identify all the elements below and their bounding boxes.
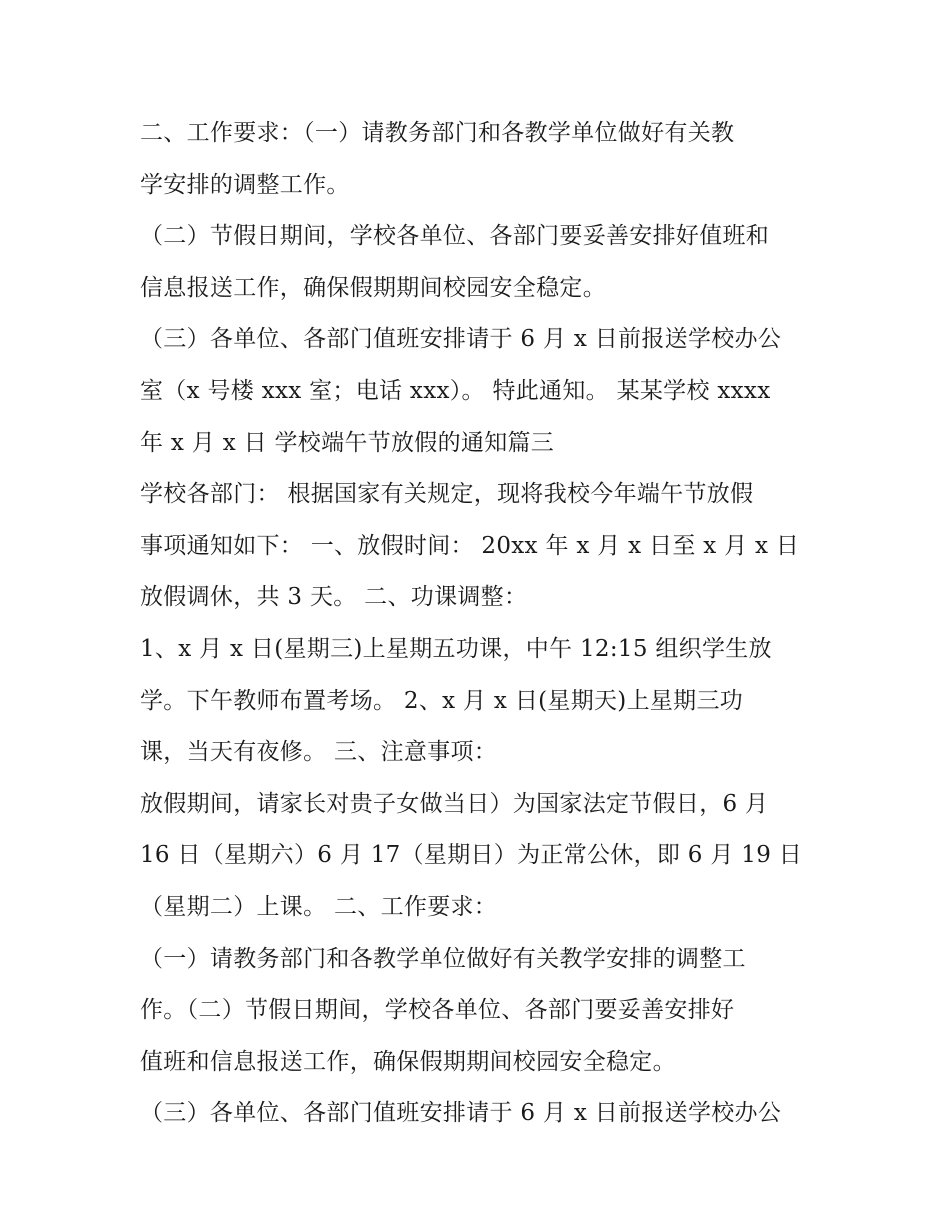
text-line-14: 放假期间，请家长对贵子女做当日）为国家法定节假日，6 月 bbox=[140, 790, 769, 817]
text-line-1: 二、工作要求：（一）请教务部门和各教学单位做好有关教 bbox=[140, 120, 735, 146]
text-line-11: 1、x 月 x 日(星期三)上星期五功课，中午 12:15 组织学生放 bbox=[140, 635, 772, 662]
text-line-16: （星期二）上课。 二、工作要求： bbox=[140, 893, 498, 920]
text-line-6: 室（x 号楼 xxx 室；电话 xxx）。 特此通知。 某某学校 xxxx bbox=[140, 377, 771, 404]
document-body bbox=[140, 108, 830, 1140]
text-line-18: 作。（二）节假日期间，学校各单位、各部门要妥善安排好 bbox=[140, 997, 735, 1024]
text-line-13: 课，当天有夜修。 三、注意事项： bbox=[140, 739, 498, 766]
text-line-4: 信息报送工作，确保假期期间校园安全稳定。 bbox=[140, 274, 606, 301]
text-line-10: 放假调休，共 3 天。 二、功课调整： bbox=[140, 584, 528, 611]
text-line-3: （二）节假日期间，学校各单位、各部门要妥善安排好值班和 bbox=[140, 223, 770, 250]
text-line-5: （三）各单位、各部门值班安排请于 6 月 x 日前报送学校办公 bbox=[140, 326, 782, 353]
text-line-7: 年 x 月 x 日 学校端午节放假的通知篇三 bbox=[140, 429, 555, 456]
text-line-15: 16 日（星期六）6 月 17（星期日）为正常公休，即 6 月 19 日 bbox=[140, 842, 803, 869]
text-line-9: 事项通知如下： 一、放假时间： 20xx 年 x 月 x 日至 x 月 x 日 bbox=[140, 532, 800, 559]
text-line-8: 学校各部门： 根据国家有关规定，现将我校今年端午节放假 bbox=[140, 481, 754, 508]
text-line-20: （三）各单位、各部门值班安排请于 6 月 x 日前报送学校办公 bbox=[140, 1100, 782, 1127]
text-line-2: 学安排的调整工作。 bbox=[140, 171, 350, 198]
text-line-19: 值班和信息报送工作，确保假期期间校园安全稳定。 bbox=[140, 1048, 676, 1075]
text-line-12: 学。下午教师布置考场。 2、x 月 x 日(星期天)上星期三功 bbox=[140, 687, 744, 714]
text-line-17: （一）请教务部门和各教学单位做好有关教学安排的调整工 bbox=[140, 945, 746, 972]
